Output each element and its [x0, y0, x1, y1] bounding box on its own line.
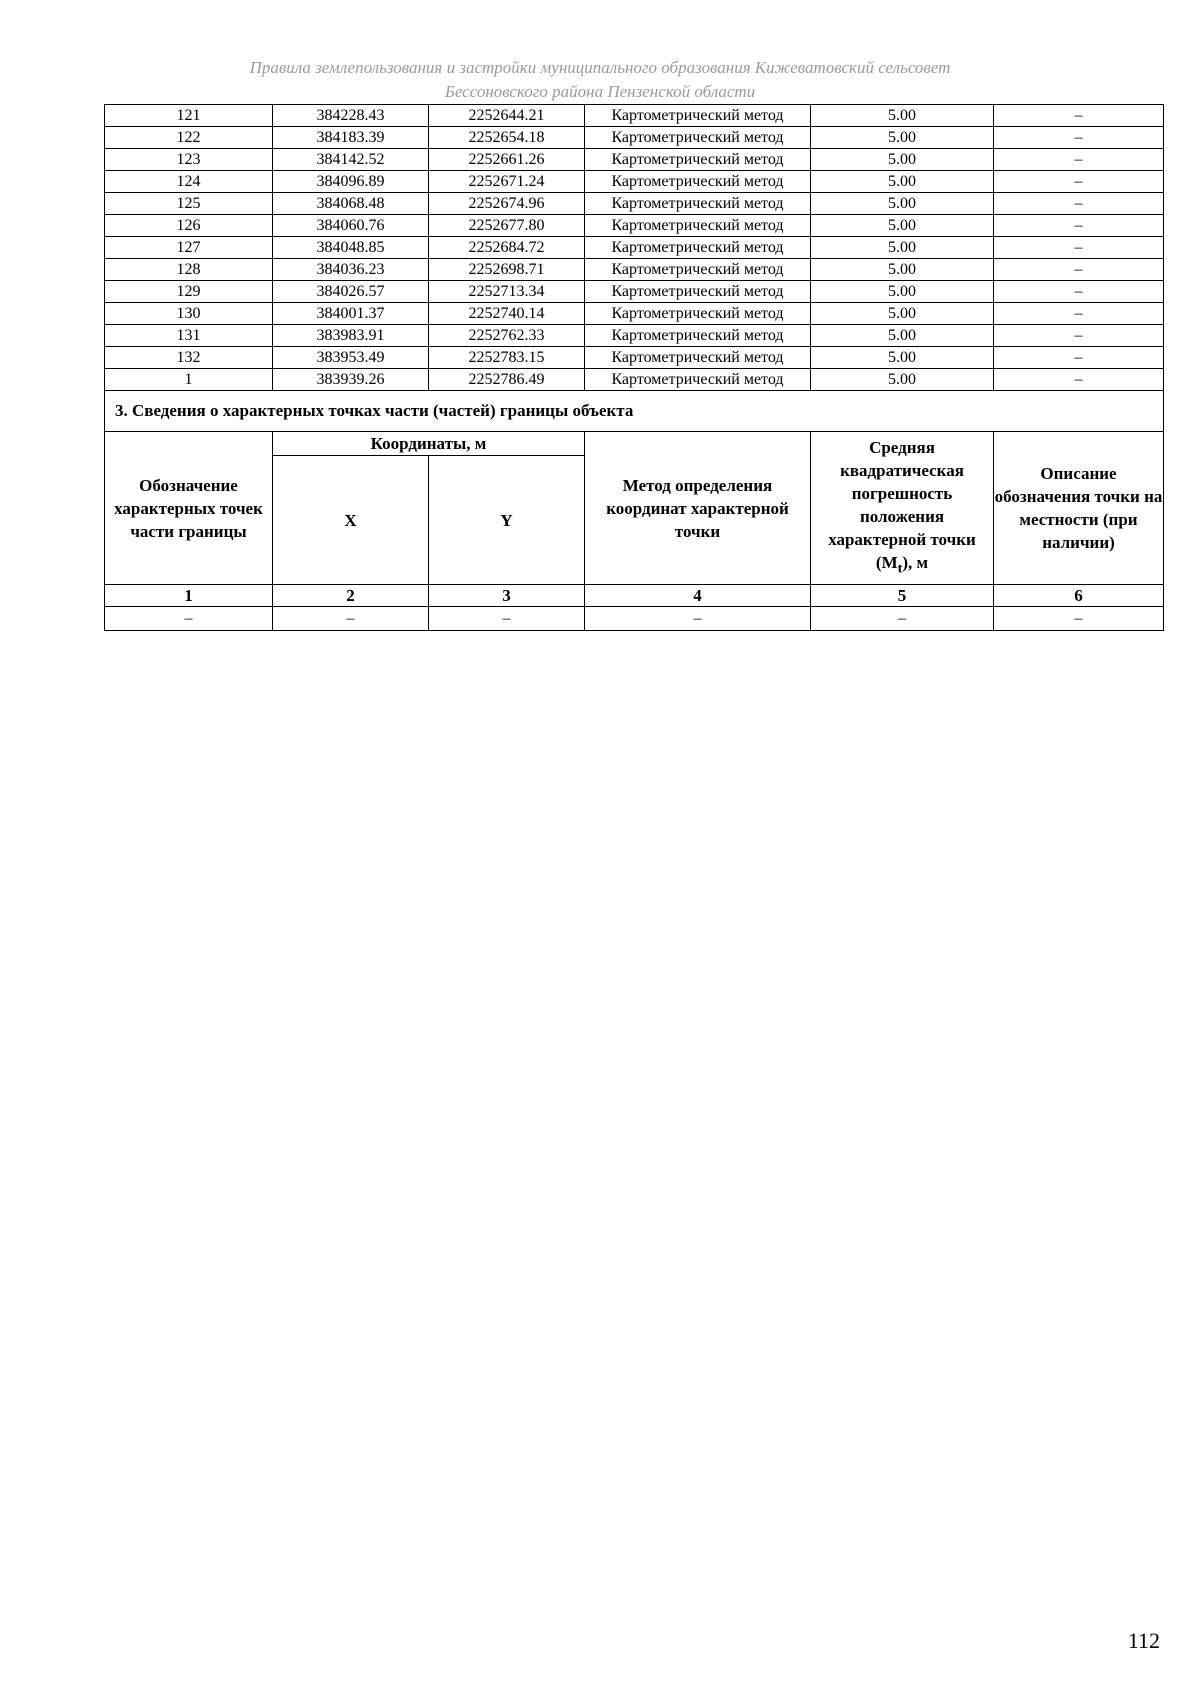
header-method: Метод определения координат характерной точки	[585, 432, 811, 585]
header-mt-text: Средняя квадратическая погрешность положения характерной точки (M	[828, 437, 976, 572]
y-coordinate-cell: 2252786.49	[429, 369, 585, 391]
method-cell: Картометрический метод	[585, 149, 811, 171]
point-number-cell: 122	[105, 127, 273, 149]
column-numbers-row	[105, 585, 1164, 607]
x-coordinate-cell: 383939.26	[273, 369, 429, 391]
table-row	[105, 347, 1164, 369]
table-row	[105, 325, 1164, 347]
method-cell: Картометрический метод	[585, 237, 811, 259]
header-line-1: Правила землепользования и застройки муниципального образования Кижеватовский сельсовет	[249, 58, 951, 77]
description-cell: –	[994, 369, 1164, 391]
description-cell: –	[994, 303, 1164, 325]
y-coordinate-cell: 2252740.14	[429, 303, 585, 325]
description-cell: –	[994, 237, 1164, 259]
x-coordinate-cell: 383953.49	[273, 347, 429, 369]
mean-square-error-cell: 5.00	[811, 237, 994, 259]
y-coordinate-cell: 2252671.24	[429, 171, 585, 193]
mean-square-error-cell: 5.00	[811, 171, 994, 193]
mean-square-error-cell: 5.00	[811, 105, 994, 127]
x-coordinate-cell: 384142.52	[273, 149, 429, 171]
x-coordinate-cell: 383983.91	[273, 325, 429, 347]
column-number: 6	[994, 585, 1164, 607]
header-y: Y	[429, 456, 585, 585]
mean-square-error-cell: 5.00	[811, 149, 994, 171]
x-coordinate-cell: 384060.76	[273, 215, 429, 237]
description-cell: –	[994, 259, 1164, 281]
table-row	[105, 127, 1164, 149]
y-coordinate-cell: 2252713.34	[429, 281, 585, 303]
empty-cell: –	[811, 607, 994, 631]
method-cell: Картометрический метод	[585, 171, 811, 193]
point-number-cell: 125	[105, 193, 273, 215]
header-mt-subscript: t	[897, 560, 903, 577]
page-number: 112	[1127, 1628, 1160, 1653]
method-cell: Картометрический метод	[585, 347, 811, 369]
table-row	[105, 237, 1164, 259]
point-number-cell: 1	[105, 369, 273, 391]
y-coordinate-cell: 2252684.72	[429, 237, 585, 259]
method-cell: Картометрический метод	[585, 325, 811, 347]
column-number: 5	[811, 585, 994, 607]
point-number-cell: 130	[105, 303, 273, 325]
method-cell: Картометрический метод	[585, 259, 811, 281]
table-row	[105, 259, 1164, 281]
empty-cell: –	[273, 607, 429, 631]
table-row	[105, 369, 1164, 391]
empty-data-row	[105, 607, 1164, 631]
x-coordinate-cell: 384048.85	[273, 237, 429, 259]
mean-square-error-cell: 5.00	[811, 259, 994, 281]
table-row	[105, 215, 1164, 237]
point-number-cell: 132	[105, 347, 273, 369]
section-3-row	[105, 391, 1164, 432]
description-cell: –	[994, 347, 1164, 369]
y-coordinate-cell: 2252783.15	[429, 347, 585, 369]
boundary-points-table	[104, 104, 1164, 631]
table-row	[105, 281, 1164, 303]
x-coordinate-cell: 384036.23	[273, 259, 429, 281]
header-line-2: Бессоновского района Пензенской области	[444, 82, 756, 101]
point-number-cell: 123	[105, 149, 273, 171]
mean-square-error-cell: 5.00	[811, 325, 994, 347]
mean-square-error-cell: 5.00	[811, 347, 994, 369]
header-x: X	[273, 456, 429, 585]
empty-cell: –	[105, 607, 273, 631]
point-number-cell: 131	[105, 325, 273, 347]
table-row	[105, 303, 1164, 325]
header-mean-square-error	[811, 432, 994, 585]
point-number-cell: 129	[105, 281, 273, 303]
mean-square-error-cell: 5.00	[811, 127, 994, 149]
y-coordinate-cell: 2252661.26	[429, 149, 585, 171]
description-cell: –	[994, 193, 1164, 215]
column-number: 3	[429, 585, 585, 607]
method-cell: Картометрический метод	[585, 127, 811, 149]
method-cell: Картометрический метод	[585, 193, 811, 215]
description-cell: –	[994, 325, 1164, 347]
column-number: 4	[585, 585, 811, 607]
description-cell: –	[994, 171, 1164, 193]
point-number-cell: 126	[105, 215, 273, 237]
y-coordinate-cell: 2252674.96	[429, 193, 585, 215]
method-cell: Картометрический метод	[585, 369, 811, 391]
mean-square-error-cell: 5.00	[811, 369, 994, 391]
section-3-header-row	[105, 432, 1164, 456]
y-coordinate-cell: 2252677.80	[429, 215, 585, 237]
column-number: 1	[105, 585, 273, 607]
description-cell: –	[994, 215, 1164, 237]
description-cell: –	[994, 149, 1164, 171]
mean-square-error-cell: 5.00	[811, 281, 994, 303]
y-coordinate-cell: 2252698.71	[429, 259, 585, 281]
y-coordinate-cell: 2252644.21	[429, 105, 585, 127]
table-row	[105, 149, 1164, 171]
method-cell: Картометрический метод	[585, 215, 811, 237]
header-coordinates: Координаты, м	[273, 432, 585, 456]
table-row	[105, 171, 1164, 193]
description-cell: –	[994, 105, 1164, 127]
mean-square-error-cell: 5.00	[811, 215, 994, 237]
x-coordinate-cell: 384096.89	[273, 171, 429, 193]
header-description: Описание обозначения точки на местности (при наличии)	[994, 432, 1164, 585]
description-cell: –	[994, 281, 1164, 303]
point-number-cell: 124	[105, 171, 273, 193]
point-number-cell: 121	[105, 105, 273, 127]
column-number: 2	[273, 585, 429, 607]
header-designation: Обозначение характерных точек части границы	[105, 432, 273, 585]
document-running-header	[0, 56, 1200, 104]
section-3-title: 3. Сведения о характерных точках части (частей) границы объекта	[105, 391, 1164, 432]
method-cell: Картометрический метод	[585, 105, 811, 127]
x-coordinate-cell: 384183.39	[273, 127, 429, 149]
x-coordinate-cell: 384001.37	[273, 303, 429, 325]
x-coordinate-cell: 384026.57	[273, 281, 429, 303]
table-row	[105, 193, 1164, 215]
x-coordinate-cell: 384228.43	[273, 105, 429, 127]
empty-cell: –	[585, 607, 811, 631]
point-number-cell: 127	[105, 237, 273, 259]
empty-cell: –	[429, 607, 585, 631]
boundary-points-rows	[105, 105, 1164, 391]
description-cell: –	[994, 127, 1164, 149]
table-row	[105, 105, 1164, 127]
y-coordinate-cell: 2252762.33	[429, 325, 585, 347]
empty-cell: –	[994, 607, 1164, 631]
mean-square-error-cell: 5.00	[811, 193, 994, 215]
point-number-cell: 128	[105, 259, 273, 281]
method-cell: Картометрический метод	[585, 281, 811, 303]
mean-square-error-cell: 5.00	[811, 303, 994, 325]
header-mt-unit: ), м	[902, 552, 929, 572]
method-cell: Картометрический метод	[585, 303, 811, 325]
y-coordinate-cell: 2252654.18	[429, 127, 585, 149]
x-coordinate-cell: 384068.48	[273, 193, 429, 215]
